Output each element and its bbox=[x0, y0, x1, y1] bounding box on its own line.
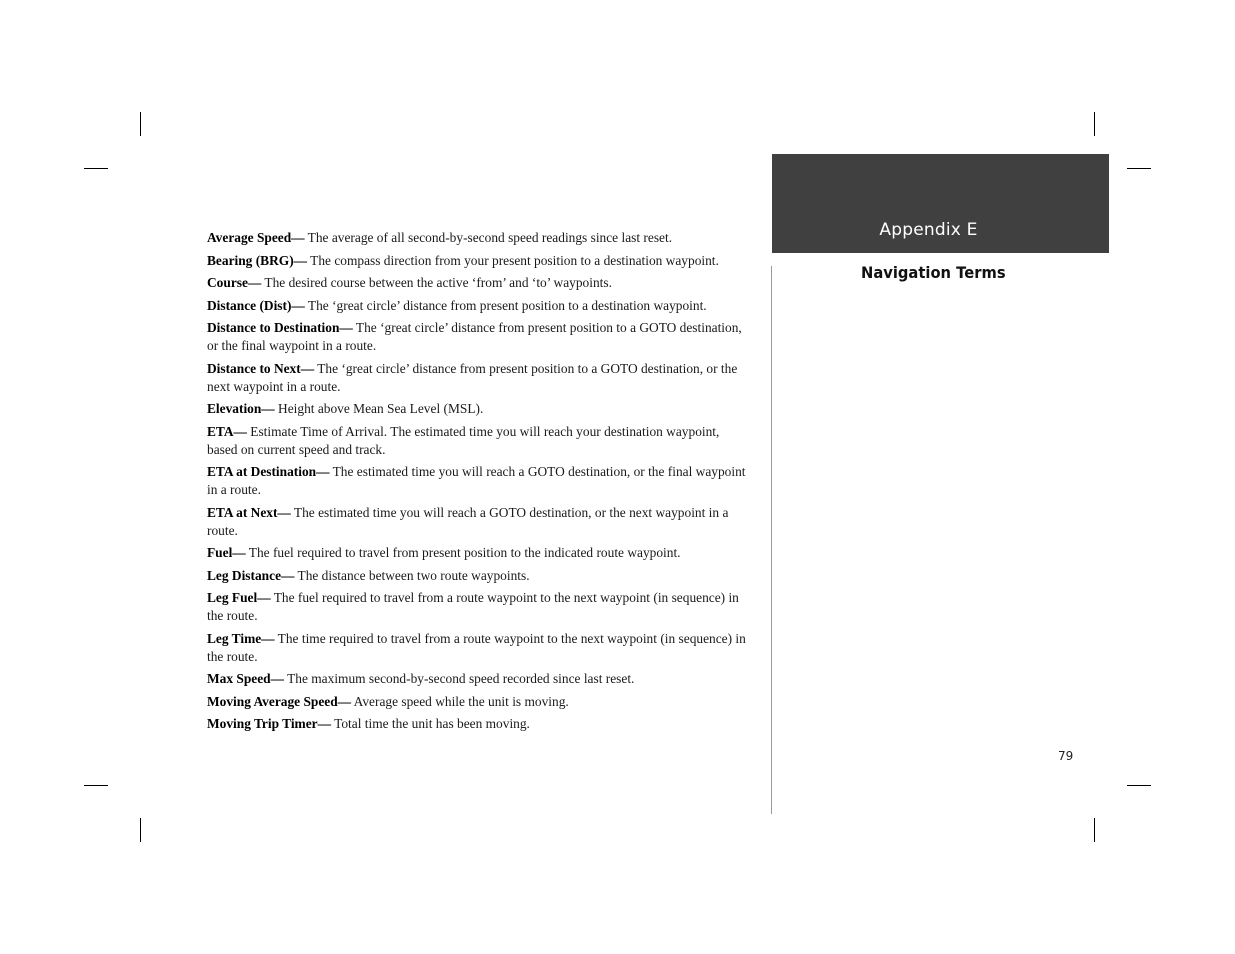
glossary-entry bbox=[207, 274, 747, 292]
crop-mark bbox=[140, 112, 141, 136]
glossary-entry bbox=[207, 252, 747, 270]
term-definition: The average of all second-by-second speed readings since last reset. bbox=[304, 230, 673, 245]
crop-mark bbox=[84, 168, 108, 169]
term-definition: The distance between two route waypoints. bbox=[294, 567, 530, 583]
appendix-header-tab bbox=[772, 154, 1109, 253]
term-definition: Height above Mean Sea Level (MSL). bbox=[274, 401, 484, 416]
glossary-entry bbox=[207, 567, 747, 585]
glossary-entry bbox=[207, 319, 747, 355]
term-name: Fuel— bbox=[207, 545, 246, 560]
glossary-entry bbox=[207, 693, 747, 711]
appendix-label: Appendix E bbox=[879, 220, 978, 240]
term-name: Leg Time— bbox=[207, 630, 275, 646]
glossary-entry bbox=[207, 229, 747, 247]
glossary-entry bbox=[207, 400, 747, 418]
term-definition: Average speed while the unit is moving. bbox=[351, 693, 569, 709]
glossary-entry bbox=[207, 670, 747, 688]
glossary-entry bbox=[207, 360, 747, 396]
section-title: Navigation Terms bbox=[861, 263, 1006, 282]
term-name: Max Speed— bbox=[207, 671, 284, 686]
glossary-entry bbox=[207, 297, 747, 315]
term-name: Elevation— bbox=[207, 401, 275, 416]
term-definition: The desired course between the active ‘from’ and ‘to’ waypoints. bbox=[261, 275, 612, 290]
page-number: 79 bbox=[1058, 749, 1074, 763]
term-definition: The compass direction from your present position to a destination waypoint. bbox=[307, 252, 719, 268]
term-definition: Estimate Time of Arrival. The estimated time you will reach your destination waypoint, based on current speed and track. bbox=[207, 423, 720, 457]
glossary-entry bbox=[207, 589, 747, 625]
crop-mark bbox=[1127, 785, 1151, 786]
term-name: Moving Trip Timer— bbox=[207, 716, 331, 731]
term-name: Distance to Destination— bbox=[207, 320, 353, 335]
term-name: Distance (Dist)— bbox=[207, 297, 305, 313]
term-name: Leg Distance— bbox=[207, 567, 295, 583]
term-name: Moving Average Speed— bbox=[207, 693, 352, 709]
crop-mark bbox=[1127, 168, 1151, 169]
column-divider bbox=[771, 266, 772, 814]
term-definition: The estimated time you will reach a GOTO destination, or the next waypoint in a route. bbox=[207, 504, 729, 538]
term-name: Average Speed— bbox=[207, 230, 305, 245]
glossary-entry bbox=[207, 544, 747, 562]
crop-mark bbox=[1094, 818, 1095, 842]
term-name: Course— bbox=[207, 275, 262, 290]
glossary-entry bbox=[207, 463, 747, 499]
glossary-entry bbox=[207, 423, 747, 459]
term-definition: The ‘great circle’ distance from present position to a GOTO destination, or the next waypoint in a route. bbox=[207, 360, 738, 394]
term-name: Leg Fuel— bbox=[207, 590, 271, 605]
term-definition: The time required to travel from a route waypoint to the next waypoint (in sequence) in the route. bbox=[207, 630, 746, 664]
glossary-entry bbox=[207, 630, 747, 666]
crop-mark bbox=[84, 785, 108, 786]
term-definition: The ‘great circle’ distance from present position to a destination waypoint. bbox=[304, 297, 707, 313]
term-definition: The ‘great circle’ distance from present position to a GOTO destination, or the final waypoint in a route. bbox=[207, 320, 742, 353]
term-definition: The fuel required to travel from present position to the indicated route waypoint. bbox=[245, 545, 681, 560]
glossary-entry bbox=[207, 715, 747, 733]
term-name: Bearing (BRG)— bbox=[207, 252, 308, 268]
term-name: ETA at Destination— bbox=[207, 464, 330, 479]
glossary-list bbox=[207, 229, 747, 738]
term-definition: The maximum second-by-second speed recorded since last reset. bbox=[284, 671, 635, 686]
crop-mark bbox=[1094, 112, 1095, 136]
term-name: ETA at Next— bbox=[207, 504, 291, 520]
glossary-entry bbox=[207, 504, 747, 540]
term-name: ETA— bbox=[207, 423, 247, 439]
term-definition: The estimated time you will reach a GOTO destination, or the final waypoint in a route. bbox=[207, 464, 746, 497]
term-definition: Total time the unit has been moving. bbox=[331, 716, 530, 731]
term-definition: The fuel required to travel from a route waypoint to the next waypoint (in sequence) in the route. bbox=[207, 590, 739, 623]
term-name: Distance to Next— bbox=[207, 360, 315, 376]
crop-mark bbox=[140, 818, 141, 842]
